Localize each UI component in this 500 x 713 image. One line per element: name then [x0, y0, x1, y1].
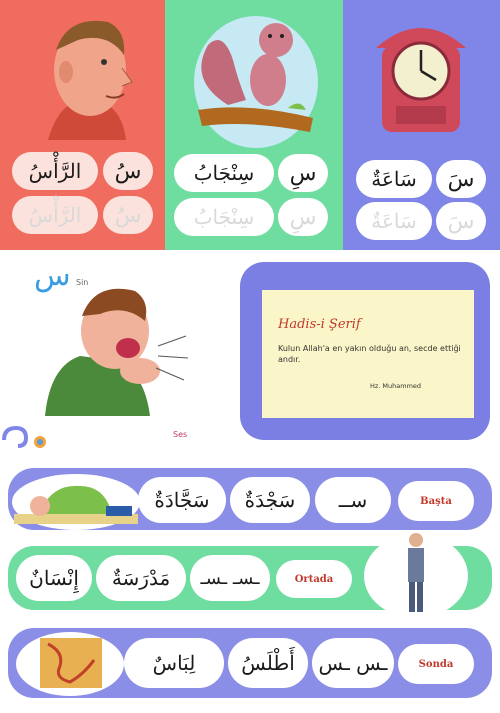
prostrating-boy-illustration [10, 472, 142, 530]
card-clock-word-faded: سَاعَةٌ [356, 202, 432, 240]
basta-word-2: سَجَّادَةٌ [138, 477, 226, 523]
card-clock-letter-faded: سَ [436, 202, 486, 240]
hadis-title: Hadis-i Şerif [278, 317, 361, 332]
ortada-form: ـسـ ـسـ [190, 555, 270, 601]
ortada-word-1: مَدْرَسَةٌ [96, 555, 186, 601]
card-squirrel-letter: سِ [278, 154, 328, 192]
card-squirrel-letter-faded: سِ [278, 198, 328, 236]
basta-form: ســ [315, 477, 391, 523]
standing-man-illustration [360, 528, 472, 620]
card-head-word: الرَّأْسُ [12, 152, 98, 190]
basta-word-1: سَجْدَةٌ [230, 477, 310, 523]
ortada-word-2: إِنْسَانٌ [16, 555, 92, 601]
hadis-text: Kulun Allah'a en yakın olduğu an, secde ettiği andır. [278, 344, 461, 364]
card-head-word-faded: الرَّأْسُ [12, 196, 98, 234]
card-squirrel-word-faded: سِنْجَابُ [174, 198, 274, 236]
clock-illustration [366, 16, 476, 136]
sonda-word-1: أَطْلَسُ [228, 638, 308, 688]
sonda-tag: Sonda [398, 644, 474, 684]
sin-label: Sin [76, 278, 89, 287]
card-head-letter-faded: سُ [103, 196, 153, 234]
sonda-word-2: لِبَاسٌ [124, 638, 224, 688]
hadis-author: Hz. Muhammed [370, 382, 422, 390]
swirl-decoration [0, 420, 60, 460]
squirrel-illustration [188, 10, 324, 152]
ses-label: Ses [173, 430, 188, 439]
sin-glyph: س [34, 258, 71, 293]
ortada-tag: Ortada [276, 560, 352, 598]
basta-tag: Başta [398, 481, 474, 521]
card-head-letter: سُ [103, 152, 153, 190]
card-squirrel-word: سِنْجَابُ [174, 154, 274, 192]
sonda-form: ـس ـس [312, 638, 394, 688]
card-clock-letter: سَ [436, 160, 486, 198]
sneezing-boy-illustration [40, 276, 190, 424]
card-clock-word: سَاعَةٌ [356, 160, 432, 198]
head-illustration [38, 10, 136, 145]
atlas-map-illustration [14, 630, 126, 698]
